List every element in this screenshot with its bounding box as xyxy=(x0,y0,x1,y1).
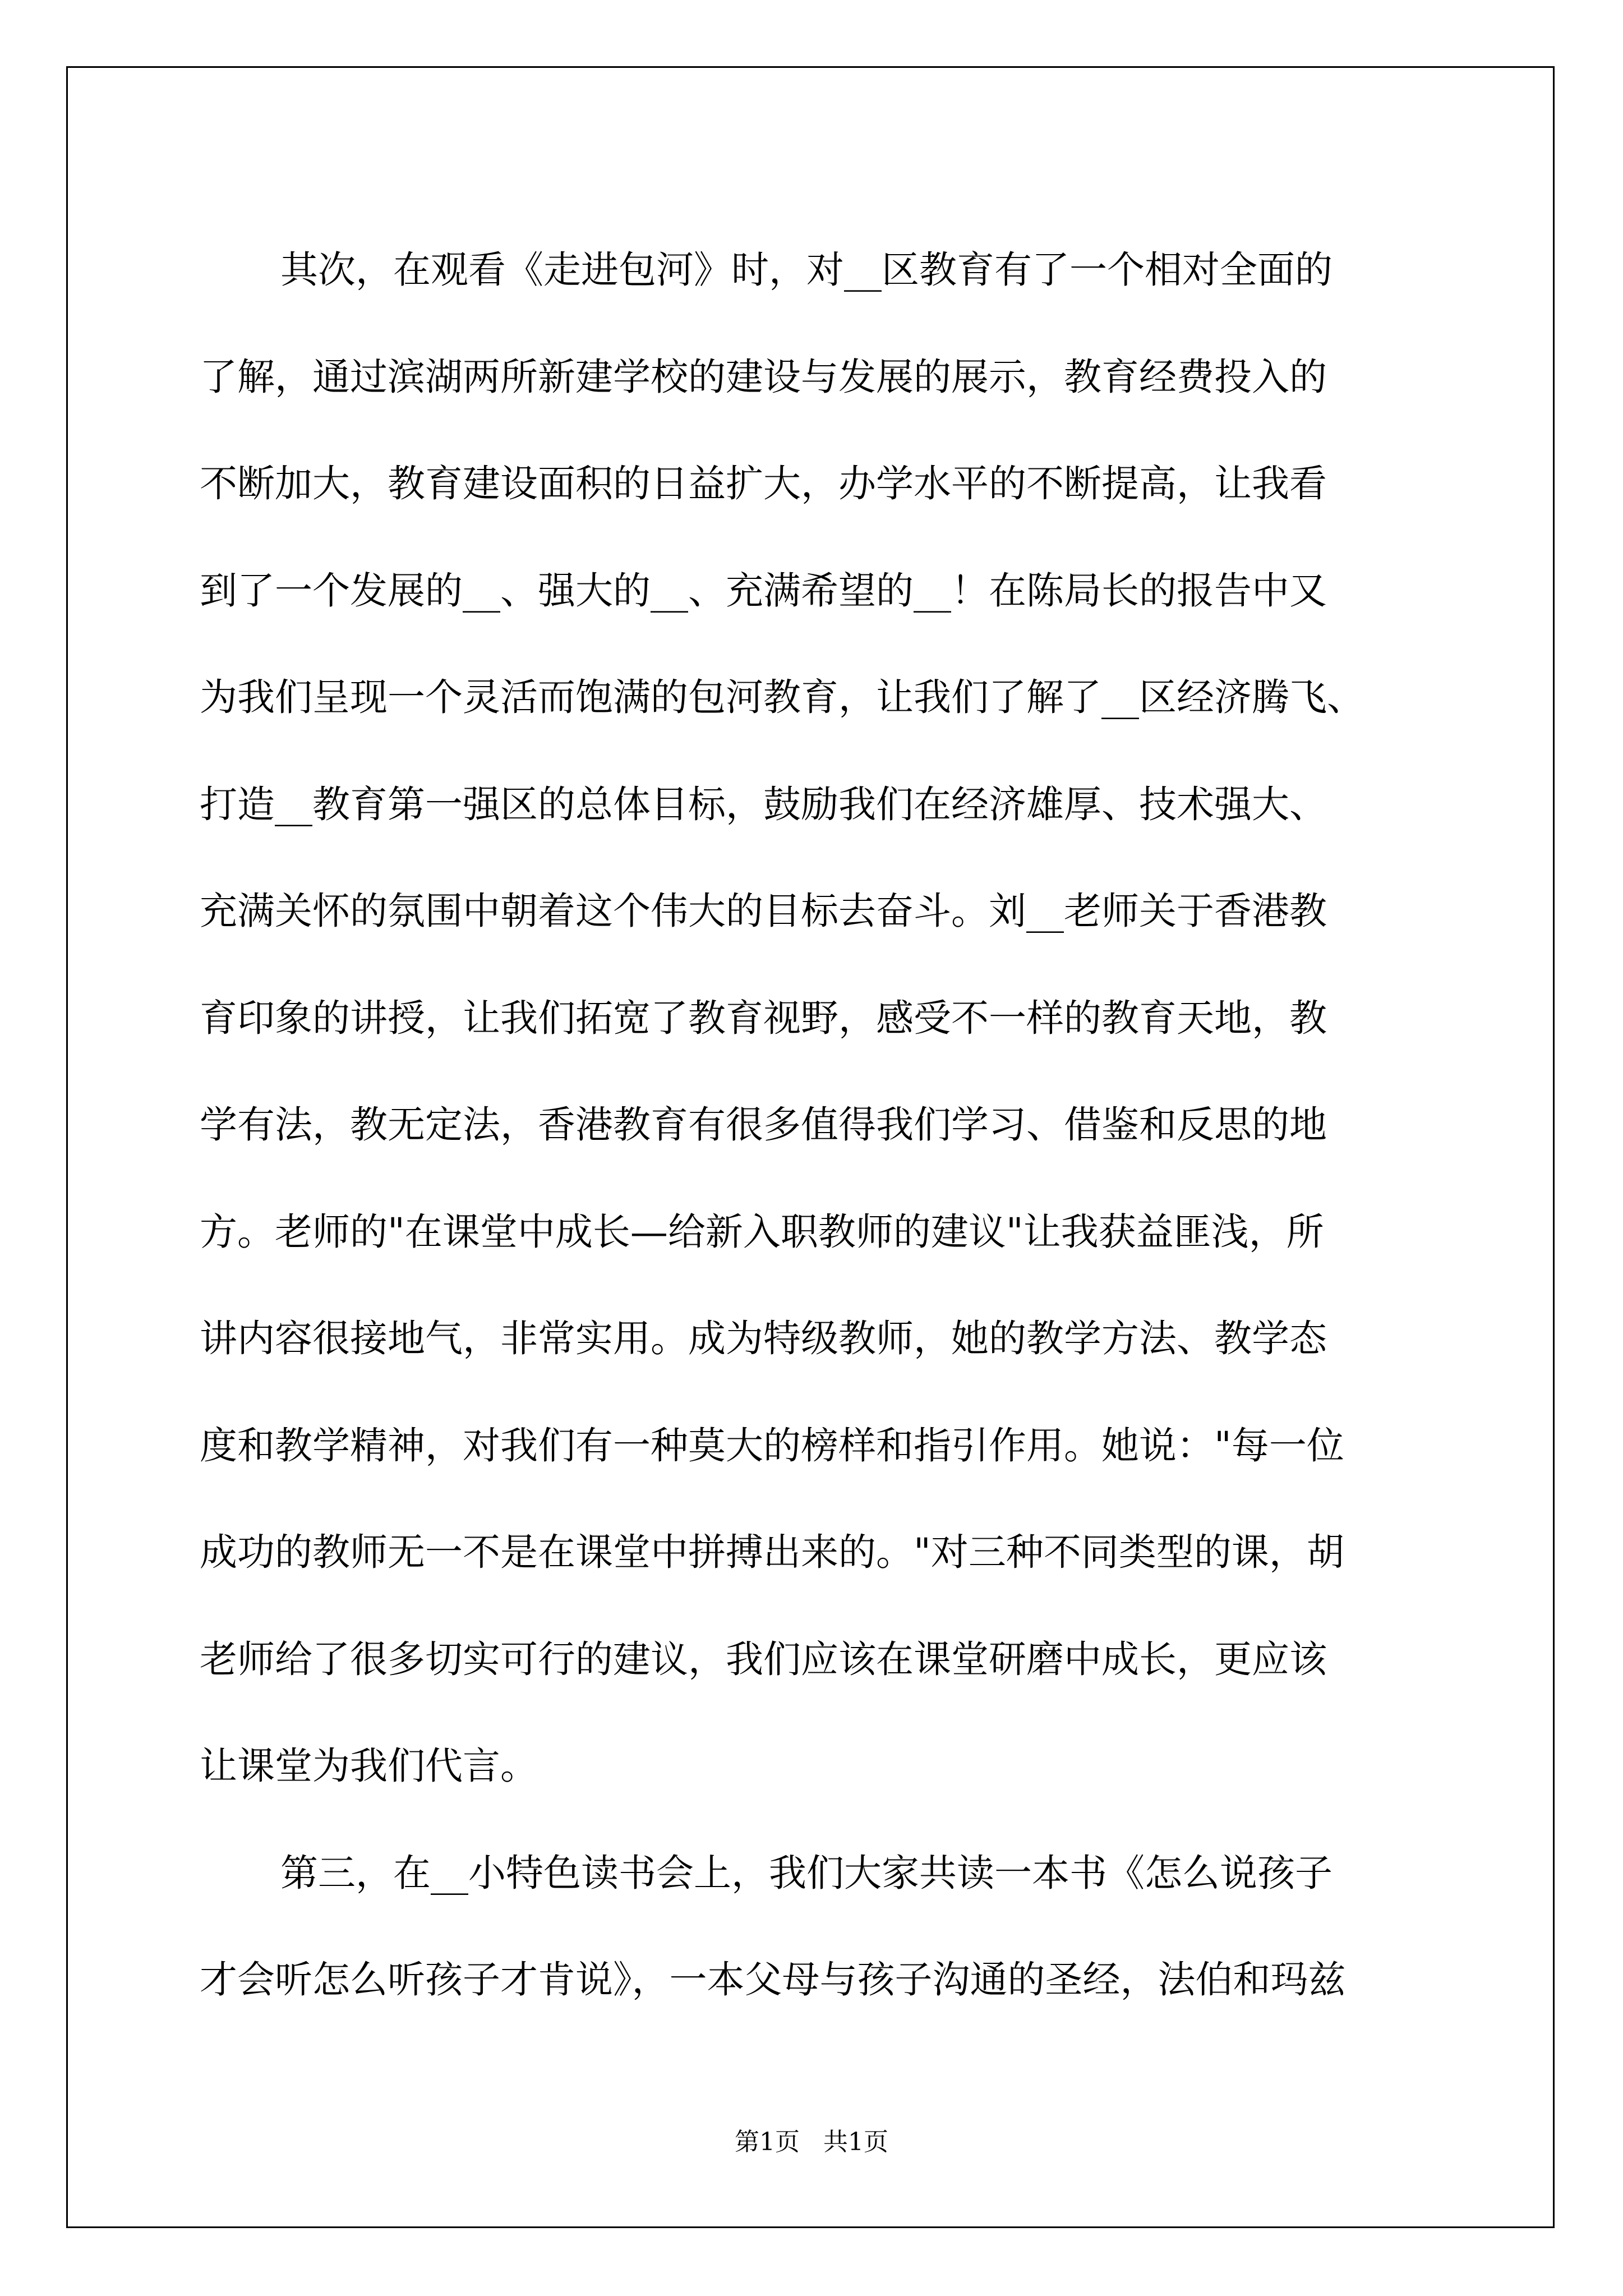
paragraph-1-line-9: 学有法，教无定法，香港教育有很多值得我们学习、借鉴和反思的地 xyxy=(200,1103,1327,1147)
paragraph-1-line-11: 讲内容很接地气，非常实用。成为特级教师，她的教学方法、教学态 xyxy=(200,1317,1327,1360)
paragraph-1-line-5: 为我们呈现一个灵活而饱满的包河教育，让我们了解了__区经济腾飞、 xyxy=(200,675,1364,719)
paragraph-1-line-6: 打造__教育第一强区的总体目标，鼓励我们在经济雄厚、技术强大、 xyxy=(200,782,1327,826)
paragraph-1-line-1: 其次，在观看《走进包河》时，对__区教育有了一个相对全面的 xyxy=(280,248,1332,292)
paragraph-1-line-15: 让课堂为我们代言。 xyxy=(200,1744,538,1788)
paragraph-1-line-8: 育印象的讲授，让我们拓宽了教育视野，感受不一样的教育天地，教 xyxy=(200,996,1327,1040)
paragraph-1-line-14: 老师给了很多切实可行的建议，我们应该在课堂研磨中成长，更应该 xyxy=(200,1637,1327,1681)
document-body xyxy=(200,217,1456,2033)
page-number-footer: 第1页 共1页 xyxy=(735,2128,888,2156)
paragraph-1-line-7: 充满关怀的氛围中朝着这个伟大的目标去奋斗。刘__老师关于香港教 xyxy=(200,889,1327,933)
paragraph-1-line-10: 方。老师的"在课堂中成长—给新入职教师的建议"让我获益匪浅，所 xyxy=(200,1209,1324,1254)
paragraph-1-line-13: 成功的教师无一不是在课堂中拼搏出来的。"对三种不同类型的课，胡 xyxy=(200,1530,1344,1574)
paragraph-1-line-4: 到了一个发展的__、强大的__、充满希望的__！在陈局长的报告中又 xyxy=(200,568,1327,613)
paragraph-2-line-1: 第三，在__小特色读书会上，我们大家共读一本书《怎么说孩子 xyxy=(280,1851,1332,1895)
paragraph-1-line-2: 了解，通过滨湖两所新建学校的建设与发展的展示，教育经费投入的 xyxy=(200,355,1327,399)
paragraph-1-line-3: 不断加大，教育建设面积的日益扩大，办学水平的不断提高，让我看 xyxy=(200,462,1327,505)
paragraph-2-line-2: 才会听怎么听孩子才肯说》，一本父母与孩子沟通的圣经，法伯和玛兹 xyxy=(200,1958,1346,2001)
paragraph-1-line-12: 度和教学精神，对我们有一种莫大的榜样和指引作用。她说："每一位 xyxy=(200,1423,1344,1467)
